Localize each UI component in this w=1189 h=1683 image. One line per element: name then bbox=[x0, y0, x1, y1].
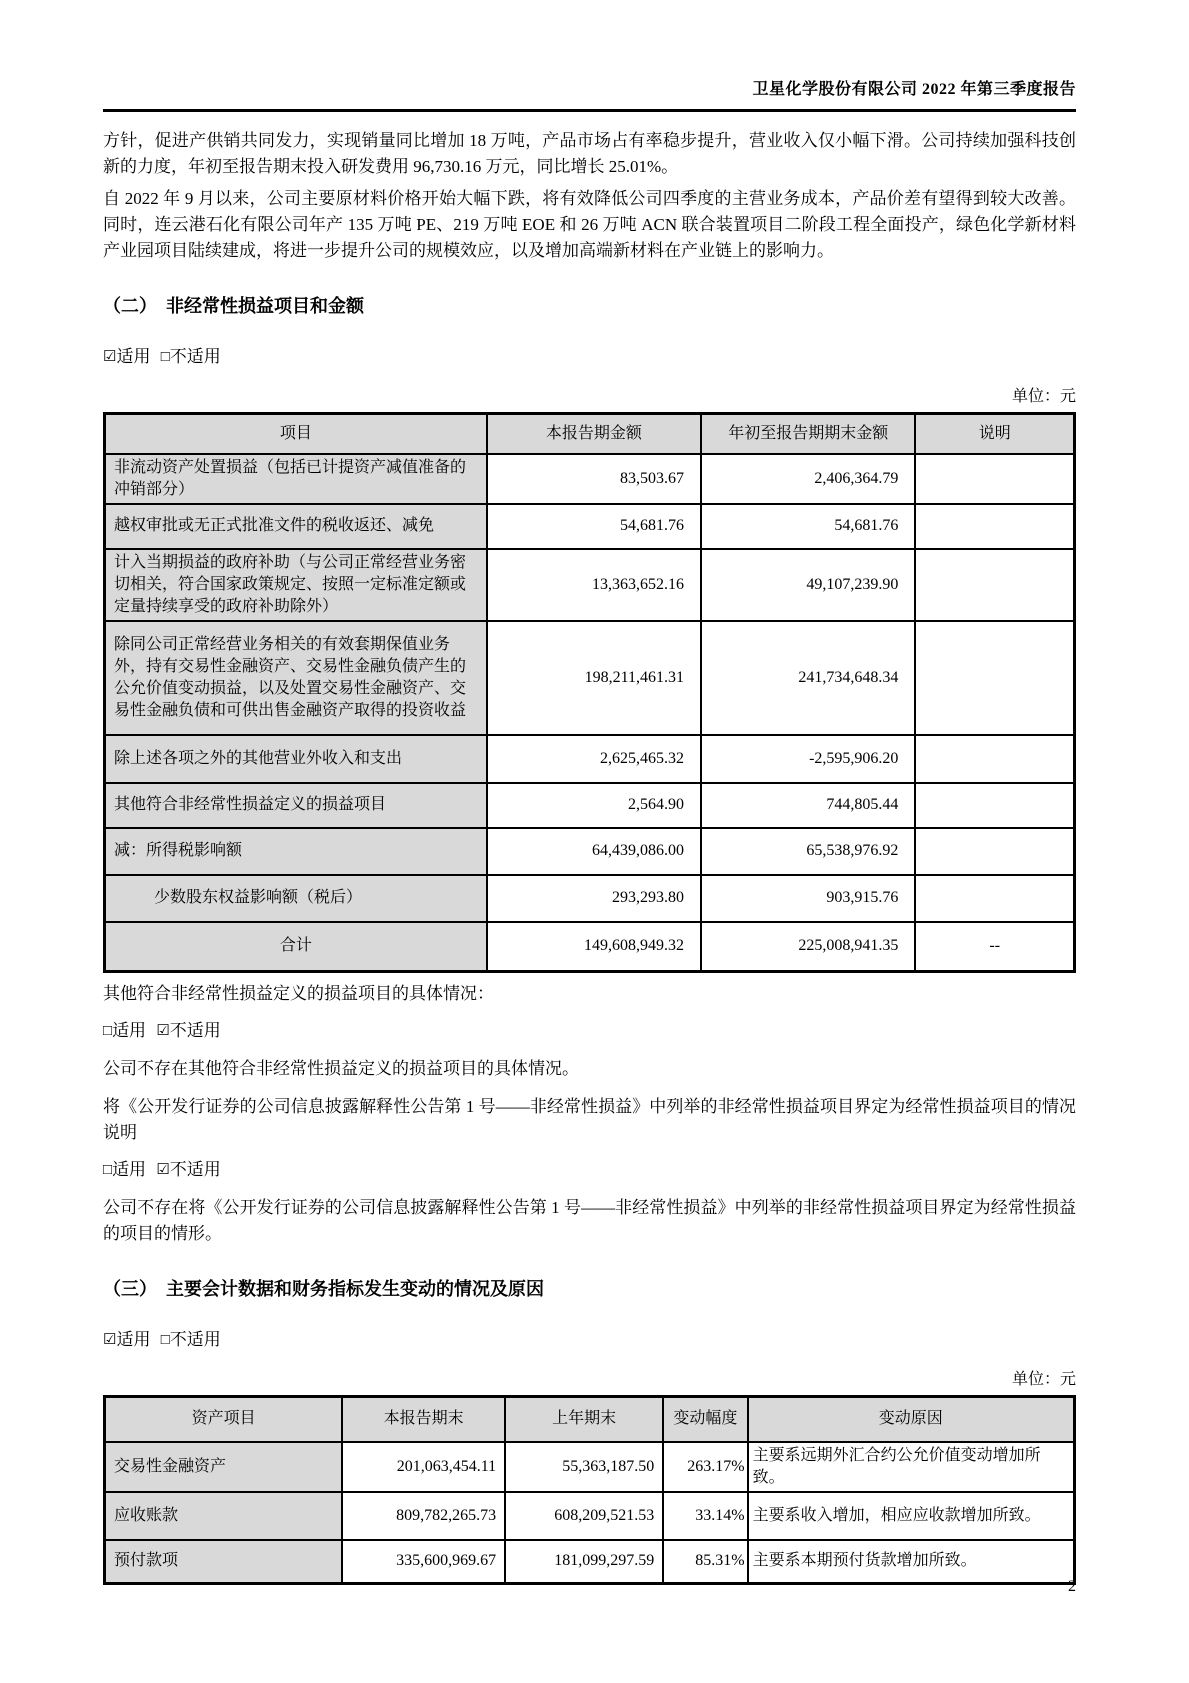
change-rate-cell: 85.31% bbox=[663, 1540, 747, 1584]
period-end-cell: 809,782,265.73 bbox=[342, 1492, 505, 1540]
asset-item-cell: 应收账款 bbox=[105, 1492, 343, 1540]
item-cell: 越权审批或无正式批准文件的税收返还、减免 bbox=[105, 504, 487, 549]
column-header-prior-year-end: 上年期末 bbox=[505, 1397, 663, 1442]
ytd-amount-cell: 903,915.76 bbox=[701, 875, 915, 922]
applicable-label: 适用 bbox=[116, 1330, 151, 1349]
table-row bbox=[105, 875, 1075, 922]
table-row bbox=[105, 735, 1075, 783]
not-applicable-checkbox-icon[interactable]: ☑ bbox=[156, 1023, 170, 1039]
period-end-cell: 335,600,969.67 bbox=[342, 1540, 505, 1584]
current-amount-cell: 149,608,949.32 bbox=[487, 922, 701, 972]
applicable-checkbox-icon[interactable]: ☑ bbox=[103, 349, 117, 365]
ytd-amount-cell: 2,406,364.79 bbox=[701, 454, 915, 504]
unit-label: 单位：元 bbox=[1011, 1371, 1076, 1388]
column-header-asset-item: 资产项目 bbox=[105, 1397, 343, 1442]
ytd-amount-cell: 225,008,941.35 bbox=[701, 922, 915, 972]
after-table-line-1: 其他符合非经常性损益定义的损益项目的具体情况： bbox=[103, 984, 494, 1003]
section-2-heading: （二） 非经常性损益项目和金额 bbox=[103, 296, 364, 316]
applicable-checkbox-icon[interactable]: □ bbox=[103, 1162, 113, 1178]
note-cell bbox=[915, 735, 1074, 783]
current-amount-cell: 293,293.80 bbox=[487, 875, 701, 922]
table-row bbox=[105, 504, 1075, 549]
applicable-label: 适用 bbox=[112, 1160, 147, 1179]
not-applicable-label: 不适用 bbox=[169, 1330, 221, 1349]
note-cell bbox=[915, 783, 1074, 828]
table-row bbox=[105, 454, 1075, 504]
current-amount-cell: 54,681.76 bbox=[487, 504, 701, 549]
not-applicable-label: 不适用 bbox=[169, 1160, 221, 1179]
table-row bbox=[105, 549, 1075, 621]
note-cell bbox=[915, 549, 1074, 621]
page-number: 2 bbox=[1068, 1578, 1076, 1595]
not-applicable-label: 不适用 bbox=[169, 347, 221, 366]
table-header-row bbox=[105, 1397, 1075, 1442]
current-amount-cell: 64,439,086.00 bbox=[487, 828, 701, 875]
item-cell: 计入当期损益的政府补助（与公司正常经营业务密切相关，符合国家政策规定、按照一定标准定额或定量持续享受的政府补助除外） bbox=[105, 549, 487, 621]
section3-applicability-line bbox=[103, 1328, 1076, 1353]
current-amount-cell: 198,211,461.31 bbox=[487, 621, 701, 735]
note-cell bbox=[915, 454, 1074, 504]
table-row bbox=[105, 1492, 1075, 1540]
column-header-change-reason: 变动原因 bbox=[748, 1397, 1075, 1442]
item-cell: 少数股东权益影响额（税后） bbox=[105, 875, 487, 922]
current-amount-cell: 13,363,652.16 bbox=[487, 549, 701, 621]
ytd-amount-cell: 65,538,976.92 bbox=[701, 828, 915, 875]
section2-applicability-line bbox=[103, 345, 1076, 370]
current-amount-cell: 83,503.67 bbox=[487, 454, 701, 504]
table-row bbox=[105, 1540, 1075, 1584]
change-reason-cell: 主要系收入增加，相应应收款增加所致。 bbox=[748, 1492, 1075, 1540]
ytd-amount-cell: 744,805.44 bbox=[701, 783, 915, 828]
note-cell bbox=[915, 504, 1074, 549]
header-rule bbox=[103, 109, 1076, 112]
column-header-period-end: 本报告期末 bbox=[342, 1397, 505, 1442]
not-applicable-checkbox-icon[interactable]: ☑ bbox=[156, 1162, 170, 1178]
note-cell bbox=[915, 828, 1074, 875]
ytd-amount-cell: 49,107,239.90 bbox=[701, 549, 915, 621]
column-header-item: 项目 bbox=[105, 414, 487, 454]
ytd-amount-cell: 241,734,648.34 bbox=[701, 621, 915, 735]
item-cell: 其他符合非经常性损益定义的损益项目 bbox=[105, 783, 487, 828]
prior-year-end-cell: 55,363,187.50 bbox=[505, 1442, 663, 1492]
asset-item-cell: 预付款项 bbox=[105, 1540, 343, 1584]
table-row bbox=[105, 1442, 1075, 1492]
table-row bbox=[105, 783, 1075, 828]
table-header-row bbox=[105, 414, 1075, 454]
period-end-cell: 201,063,454.11 bbox=[342, 1442, 505, 1492]
table-row bbox=[105, 922, 1075, 972]
section-3-heading: （三） 主要会计数据和财务指标发生变动的情况及原因 bbox=[103, 1279, 544, 1299]
after-table-line-3: 将《公开发行证券的公司信息披露解释性公告第 1 号——非经常性损益》中列举的非经常性损益项目界定为经常性损益项目的情况说明 bbox=[103, 1097, 1076, 1142]
header-title: 卫星化学股份有限公司 2022 年第三季度报告 bbox=[752, 81, 1076, 98]
item-cell: 合计 bbox=[105, 922, 487, 972]
details-applicability-line bbox=[103, 1019, 1076, 1044]
change-rate-cell: 263.17% bbox=[663, 1442, 747, 1492]
asset-changes-table bbox=[103, 1395, 1076, 1585]
item-cell: 减：所得税影响额 bbox=[105, 828, 487, 875]
change-reason-cell: 主要系远期外汇合约公允价值变动增加所致。 bbox=[748, 1442, 1075, 1492]
item-cell: 非流动资产处置损益（包括已计提资产减值准备的冲销部分） bbox=[105, 454, 487, 504]
unit-label: 单位：元 bbox=[1011, 388, 1076, 405]
column-header-ytd-amount: 年初至报告期期末金额 bbox=[701, 414, 915, 454]
after-table-line-4: 公司不存在将《公开发行证券的公司信息披露解释性公告第 1 号——非经常性损益》中列举的非经常性损益项目界定为经常性损益的项目的情形。 bbox=[103, 1198, 1076, 1243]
not-applicable-label: 不适用 bbox=[169, 1021, 221, 1040]
table-row bbox=[105, 621, 1075, 735]
current-amount-cell: 2,625,465.32 bbox=[487, 735, 701, 783]
change-rate-cell: 33.14% bbox=[663, 1492, 747, 1540]
applicable-checkbox-icon[interactable]: □ bbox=[103, 1023, 113, 1039]
table-row bbox=[105, 828, 1075, 875]
applicable-label: 适用 bbox=[112, 1021, 147, 1040]
non-recurring-gains-table bbox=[103, 412, 1076, 973]
asset-item-cell: 交易性金融资产 bbox=[105, 1442, 343, 1492]
intro-paragraph-1: 方针，促进产供销共同发力，实现销量同比增加 18 万吨，产品市场占有率稳步提升，营业收入仅小幅下滑。公司持续加强科技创新的力度，年初至报告期末投入研发费用 96,730.16 万元，同比增长 25.01%。 bbox=[103, 131, 1076, 176]
not-applicable-checkbox-icon[interactable]: □ bbox=[160, 349, 170, 365]
column-header-current-amount: 本报告期金额 bbox=[487, 414, 701, 454]
reclassification-applicability-line bbox=[103, 1158, 1076, 1183]
item-cell: 除同公司正常经营业务相关的有效套期保值业务外，持有交易性金融资产、交易性金融负债产生的公允价值变动损益，以及处置交易性金融资产、交易性金融负债和可供出售金融资产取得的投资收益 bbox=[105, 621, 487, 735]
current-amount-cell: 2,564.90 bbox=[487, 783, 701, 828]
column-header-change-rate: 变动幅度 bbox=[663, 1397, 747, 1442]
note-cell bbox=[915, 875, 1074, 922]
after-table-line-2: 公司不存在其他符合非经常性损益定义的损益项目的具体情况。 bbox=[103, 1059, 579, 1078]
prior-year-end-cell: 181,099,297.59 bbox=[505, 1540, 663, 1584]
ytd-amount-cell: 54,681.76 bbox=[701, 504, 915, 549]
applicable-label: 适用 bbox=[116, 347, 151, 366]
note-cell: -- bbox=[915, 922, 1074, 972]
ytd-amount-cell: -2,595,906.20 bbox=[701, 735, 915, 783]
applicable-checkbox-icon[interactable]: ☑ bbox=[103, 1332, 117, 1348]
item-cell: 除上述各项之外的其他营业外收入和支出 bbox=[105, 735, 487, 783]
column-header-note: 说明 bbox=[915, 414, 1074, 454]
intro-paragraph-2: 自 2022 年 9 月以来，公司主要原材料价格开始大幅下跌，将有效降低公司四季度的主营业务成本，产品价差有望得到较大改善。同时，连云港石化有限公司年产 135 万吨 PE、219 万吨 EOE 和 26 万吨 ACN 联合装置项目二阶段工程全面投产，绿色化学新材料产业园项目陆续建成，将进一步提升公司的规模效应，以及增加高端新材料在产业链上的影响力。 bbox=[103, 189, 1076, 260]
note-cell bbox=[915, 621, 1074, 735]
prior-year-end-cell: 608,209,521.53 bbox=[505, 1492, 663, 1540]
change-reason-cell: 主要系本期预付货款增加所致。 bbox=[748, 1540, 1075, 1584]
not-applicable-checkbox-icon[interactable]: □ bbox=[160, 1332, 170, 1348]
